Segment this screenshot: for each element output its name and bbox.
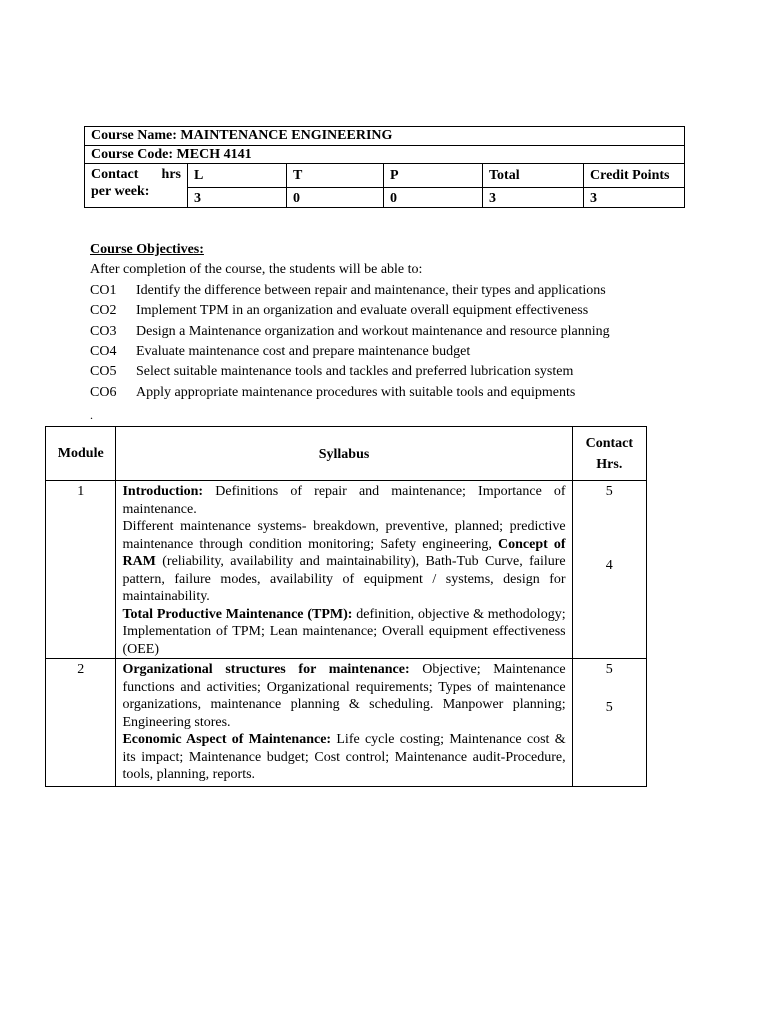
contact-hours: 5 bbox=[605, 699, 613, 715]
contact-hours-cell bbox=[572, 481, 646, 659]
objectives-intro: After completion of the course, the students will be able to: bbox=[90, 262, 423, 278]
contact-hours-label-cell bbox=[85, 164, 188, 208]
topic-text: Definitions of repair and maintenance; Importance of maintenance. bbox=[122, 484, 566, 517]
objective-item bbox=[90, 301, 690, 321]
course-objectives bbox=[90, 240, 690, 403]
value-p: 0 bbox=[384, 188, 483, 208]
contact-hours: 5 bbox=[605, 484, 613, 499]
per-week-label: per week: bbox=[91, 184, 150, 199]
topic-heading: Introduction: bbox=[122, 484, 204, 499]
objective-item bbox=[90, 322, 690, 342]
objective-code: CO6 bbox=[90, 384, 117, 400]
course-code-cell bbox=[85, 146, 685, 164]
topic-heading: Total Productive Maintenance (TPM): bbox=[122, 606, 353, 622]
syllabus-header: Syllabus bbox=[116, 427, 572, 481]
module-number: 1 bbox=[46, 481, 116, 659]
course-info-table bbox=[84, 126, 685, 208]
course-code: MECH 4141 bbox=[176, 147, 252, 162]
contact-hrs-header bbox=[572, 427, 646, 481]
objective-text: Design a Maintenance organization and workout maintenance and resource planning bbox=[136, 323, 610, 339]
header-l: L bbox=[188, 164, 287, 188]
syllabus-paragraph bbox=[122, 606, 565, 659]
objective-item bbox=[90, 342, 690, 362]
objective-text: Select suitable maintenance tools and tackles and preferred lubrication system bbox=[136, 364, 574, 380]
header-p: P bbox=[384, 164, 483, 188]
module-number: 2 bbox=[46, 659, 116, 787]
course-name-cell bbox=[85, 127, 685, 146]
course-name-label: Course Name: bbox=[91, 128, 177, 143]
syllabus-row bbox=[46, 659, 647, 787]
value-l: 3 bbox=[188, 188, 287, 208]
contact-header-line-2: Hrs. bbox=[596, 456, 623, 472]
contact-header-line-1: Contact bbox=[585, 435, 634, 451]
contact-label: Contact bbox=[91, 167, 139, 182]
topic-text: definition, objective & methodology; Implementation of TPM; Lean maintenance; Overall equipment effectiveness (OEE) bbox=[122, 606, 566, 657]
topic-text: Different maintenance systems- breakdown, preventive, planned; predictive maintenance through condition monitoring; Safety engineering, bbox=[122, 519, 566, 552]
contact-hours: 4 bbox=[605, 557, 613, 573]
objective-text: Identify the difference between repair and maintenance, their types and applications bbox=[136, 282, 606, 298]
syllabus-table bbox=[45, 426, 647, 787]
objective-code: CO4 bbox=[90, 344, 117, 360]
syllabus-paragraph bbox=[122, 731, 565, 784]
objective-item bbox=[90, 281, 690, 301]
trailing-dot: . bbox=[90, 408, 93, 422]
syllabus-paragraph bbox=[122, 518, 565, 606]
module-header: Module bbox=[46, 427, 116, 481]
value-t: 0 bbox=[287, 188, 384, 208]
topic-text: Objective; Maintenance functions and activities; Organizational requirements; Types of maintenance organizations, maintenance planning & scheduling. Manpower planning; Engineering stores. bbox=[122, 662, 566, 730]
objective-code: CO5 bbox=[90, 364, 117, 380]
objective-code: CO3 bbox=[90, 323, 117, 339]
topic-text: (reliability, availability and maintainability), Bath-Tub Curve, failure pattern, failure modes, availability of equipment / systems, design for maintainability. bbox=[122, 554, 566, 604]
syllabus-paragraph bbox=[122, 483, 565, 518]
topic-text: Life cycle costing; Maintenance cost & its impact; Maintenance budget; Cost control; Maintenance audit-Procedure, tools, planning, reports. bbox=[122, 732, 566, 782]
contact-hours-cell bbox=[572, 659, 646, 787]
header-t: T bbox=[287, 164, 384, 188]
objective-item bbox=[90, 362, 690, 382]
syllabus-paragraph bbox=[122, 661, 565, 731]
value-total: 3 bbox=[483, 188, 584, 208]
objective-text: Evaluate maintenance cost and prepare maintenance budget bbox=[136, 344, 471, 360]
course-name: MAINTENANCE ENGINEERING bbox=[180, 128, 393, 143]
topic-heading: Economic Aspect of Maintenance: bbox=[122, 732, 332, 747]
contact-hours: 5 bbox=[605, 662, 613, 677]
header-credit-points: Credit Points bbox=[584, 164, 685, 188]
topic-heading: Organizational structures for maintenance: bbox=[122, 662, 410, 677]
objective-code: CO1 bbox=[90, 282, 117, 298]
syllabus-content bbox=[116, 659, 572, 787]
objective-text: Implement TPM in an organization and evaluate overall equipment effectiveness bbox=[136, 303, 589, 319]
header-total: Total bbox=[483, 164, 584, 188]
syllabus-content bbox=[116, 481, 572, 659]
objectives-heading: Course Objectives: bbox=[90, 242, 204, 257]
hrs-label: hrs bbox=[161, 167, 181, 182]
objective-code: CO2 bbox=[90, 303, 117, 319]
syllabus-row bbox=[46, 481, 647, 659]
course-code-label: Course Code: bbox=[91, 147, 174, 162]
value-credit-points: 3 bbox=[584, 188, 685, 208]
objective-item bbox=[90, 383, 690, 403]
objective-text: Apply appropriate maintenance procedures with suitable tools and equipments bbox=[136, 384, 576, 400]
topic-heading: Concept of RAM bbox=[122, 536, 566, 569]
